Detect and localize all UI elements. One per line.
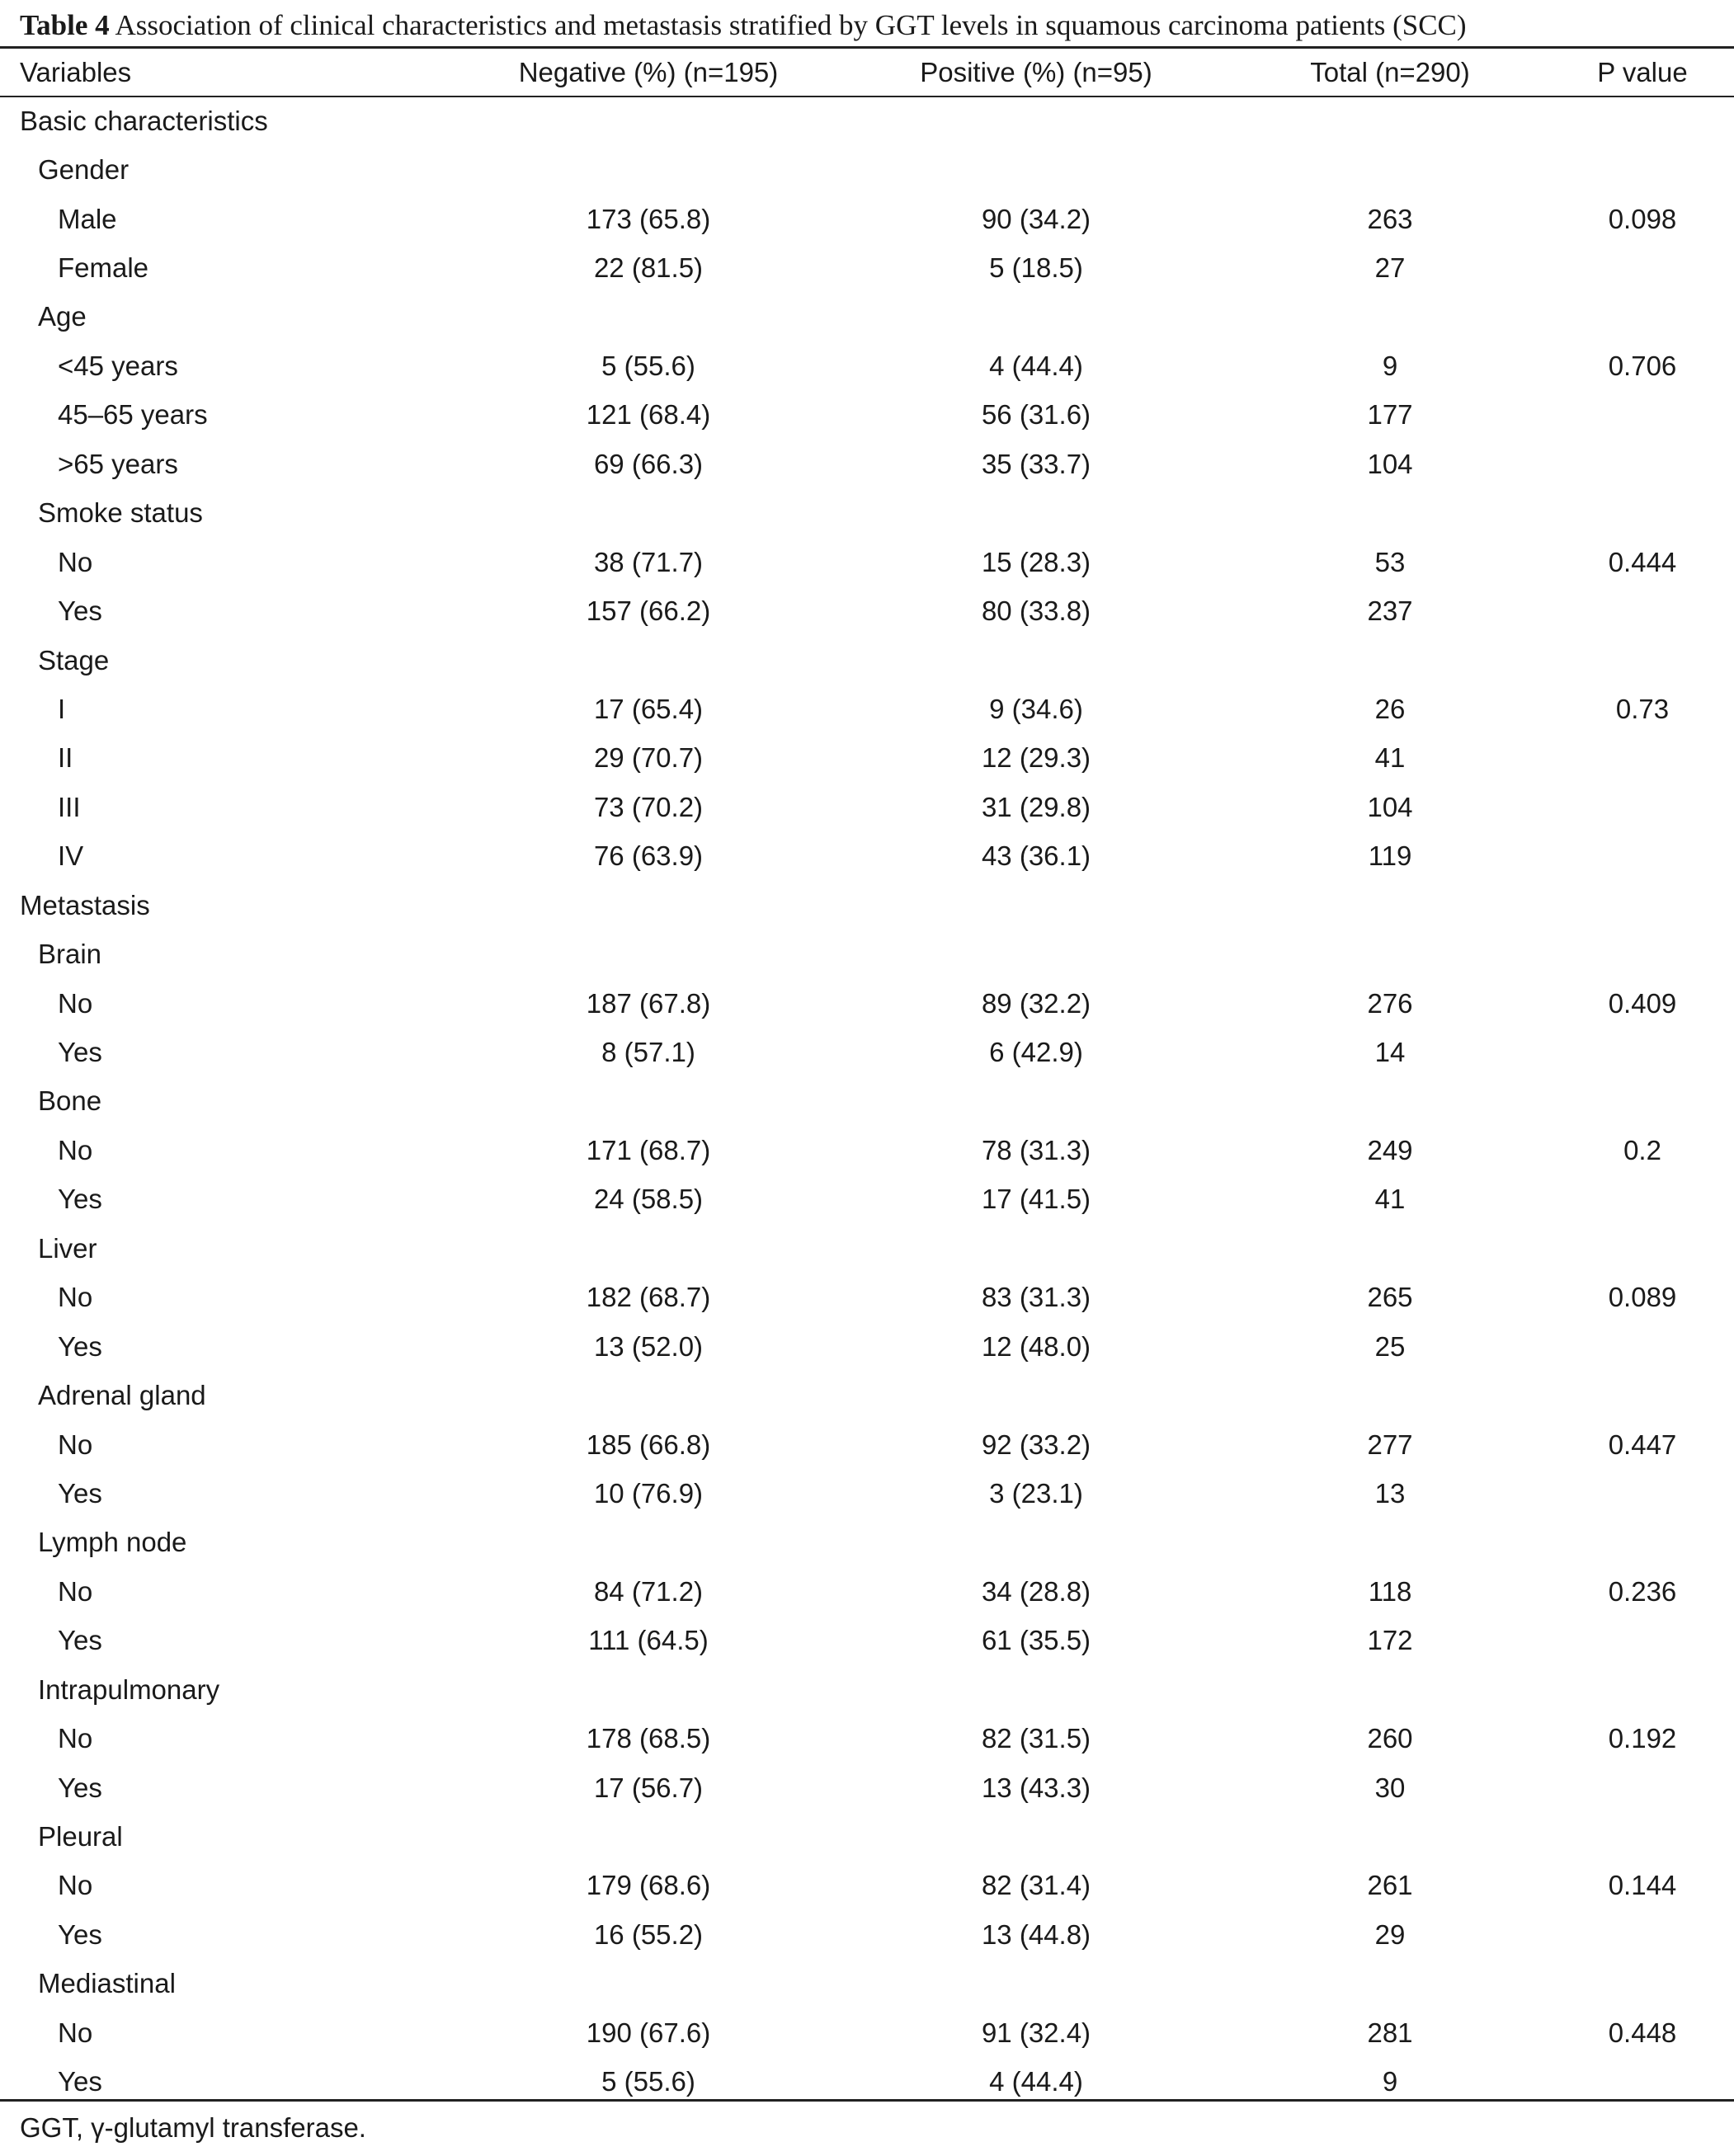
cell-variable: No [58,2017,93,2048]
cell-positive [843,1812,1229,1861]
table-row [0,685,1734,733]
cell-positive [843,1077,1229,1126]
cell-negative: 121 (68.4) [586,399,711,431]
table-row [0,243,1734,292]
cell-positive: 56 (31.6) [981,399,1091,431]
cell-negative: 10 (76.9) [593,1477,704,1509]
cell-variable: Yes [58,1772,102,1803]
cell-positive: 9 (34.6) [989,693,1083,724]
cell-p-value [1551,1518,1734,1567]
cell-total [1229,1518,1551,1567]
cell-p-value: 0.2 [1623,1134,1661,1165]
cell-p-value [1551,1175,1734,1224]
cell-variable: Yes [58,1037,102,1068]
cell-total [1229,1077,1551,1126]
cell-positive [843,145,1229,194]
cell-negative [454,1077,843,1126]
cell-variable: III [58,791,81,822]
cell-positive: 83 (31.3) [981,1282,1091,1313]
cell-total: 265 [1367,1282,1413,1313]
cell-negative: 16 (55.2) [593,1918,704,1950]
cell-p-value [1551,1812,1734,1861]
cell-negative: 69 (66.3) [593,448,704,479]
table-row [0,538,1734,586]
table-row [0,783,1734,831]
cell-total: 260 [1367,1723,1413,1754]
table-row [0,1862,1734,1910]
cell-variable: No [58,1575,93,1607]
cell-p-value: 0.409 [1608,987,1677,1019]
cell-total: 41 [1374,1184,1406,1215]
table-row [0,586,1734,635]
cell-total [1229,636,1551,685]
cell-positive: 13 (44.8) [981,1918,1091,1950]
cell-p-value [1551,243,1734,292]
cell-total: 118 [1368,1575,1412,1607]
table-row [0,1763,1734,1812]
table-group-row [0,1960,1734,2008]
table-row [0,1028,1734,1076]
cell-positive: 82 (31.5) [981,1723,1091,1754]
cell-p-value: 0.089 [1608,1282,1677,1313]
cell-variable: <45 years [58,350,178,381]
cell-positive: 91 (32.4) [981,2017,1091,2048]
header-positive: Positive (%) (n=95) [920,56,1152,87]
cell-negative: 182 (68.7) [586,1282,711,1313]
cell-total: 9 [1382,2066,1398,2097]
cell-variable: Pleural [38,1821,123,1852]
table-group-row [0,97,1734,145]
cell-p-value [1551,636,1734,685]
cell-p-value [1551,1322,1734,1371]
cell-negative: 157 (66.2) [586,595,711,627]
cell-negative [454,293,843,341]
cell-variable: No [58,1429,93,1460]
cell-variable: Mediastinal [38,1968,176,1999]
cell-variable: Gender [38,154,130,186]
cell-p-value [1551,293,1734,341]
cell-p-value [1551,145,1734,194]
cell-total: 177 [1367,399,1413,431]
cell-p-value: 0.706 [1608,350,1677,381]
table-header [0,48,1734,97]
cell-negative: 5 (55.6) [601,2066,695,2097]
cell-positive [843,1224,1229,1273]
cell-positive [843,1960,1229,2008]
cell-total: 263 [1367,203,1413,234]
cell-variable: Female [58,252,149,284]
cell-variable: Yes [58,2066,102,2097]
header-p-value: P value [1597,56,1688,87]
cell-total [1229,930,1551,978]
table-row [0,1910,1734,1959]
cell-negative [454,1518,843,1567]
table-row [0,979,1734,1028]
cell-p-value [1551,1665,1734,1714]
cell-positive: 4 (44.4) [989,2066,1083,2097]
cell-p-value [1551,1910,1734,1959]
cell-negative: 84 (71.2) [593,1575,704,1607]
cell-positive [843,489,1229,538]
table-body [0,97,1734,2107]
cell-total: 281 [1367,2017,1413,2048]
cell-positive [843,1371,1229,1419]
cell-positive: 12 (29.3) [981,742,1091,774]
cell-negative: 13 (52.0) [593,1330,704,1362]
cell-variable: No [58,1134,93,1165]
table-group-row [0,489,1734,538]
cell-total [1229,97,1551,145]
cell-p-value [1551,1077,1734,1126]
header-variables: Variables [20,56,132,87]
cell-negative [454,1665,843,1714]
cell-variable: II [58,742,73,774]
cell-positive: 3 (23.1) [989,1477,1083,1509]
cell-p-value: 0.236 [1608,1575,1677,1607]
cell-total: 276 [1367,987,1413,1019]
table-footnote: GGT, γ-glutamyl transferase. [20,2112,366,2143]
cell-negative: 171 (68.7) [586,1134,711,1165]
cell-positive: 80 (33.8) [981,595,1091,627]
cell-positive: 90 (34.2) [981,203,1091,234]
cell-total: 53 [1374,546,1406,577]
table-group-row [0,636,1734,685]
cell-p-value: 0.448 [1608,2017,1677,2048]
cell-positive: 43 (36.1) [981,840,1091,872]
cell-total: 9 [1382,350,1398,381]
cell-negative [454,881,843,930]
cell-negative: 111 (64.5) [588,1625,709,1656]
cell-negative: 187 (67.8) [586,987,711,1019]
cell-total: 119 [1368,840,1412,872]
table-row [0,391,1734,440]
cell-variable: Stage [38,644,110,676]
cell-negative [454,489,843,538]
cell-negative: 185 (66.8) [586,1429,711,1460]
cell-total [1229,1665,1551,1714]
cell-negative [454,1371,843,1419]
cell-total [1229,881,1551,930]
table-row [0,1322,1734,1371]
cell-variable: No [58,546,93,577]
cell-variable: IV [58,840,84,872]
cell-negative [454,145,843,194]
cell-total: 30 [1374,1772,1406,1803]
cell-p-value [1551,1028,1734,1076]
cell-positive [843,881,1229,930]
cell-positive [843,1518,1229,1567]
cell-variable: Male [58,203,117,234]
cell-p-value: 0.098 [1608,203,1677,234]
cell-total: 41 [1374,742,1406,774]
cell-p-value [1551,734,1734,783]
table-group-row [0,1812,1734,1861]
table-group-row [0,1371,1734,1419]
cell-variable: Yes [58,1918,102,1950]
cell-negative: 24 (58.5) [593,1184,704,1215]
cell-p-value: 0.73 [1615,693,1670,724]
cell-variable: Smoke status [38,497,203,529]
header-row [0,48,1734,97]
cell-negative: 178 (68.5) [586,1723,711,1754]
cell-total: 277 [1367,1429,1413,1460]
cell-total: 13 [1374,1477,1406,1509]
cell-variable: Intrapulmonary [38,1673,220,1705]
table-row [0,1714,1734,1763]
cell-negative [454,1960,843,2008]
cell-positive: 89 (32.2) [981,987,1091,1019]
cell-positive: 13 (43.3) [981,1772,1091,1803]
cell-negative: 190 (67.6) [586,2017,711,2048]
cell-positive: 15 (28.3) [981,546,1091,577]
table-row [0,1469,1734,1518]
cell-positive [843,930,1229,978]
cell-positive: 4 (44.4) [989,350,1083,381]
table-row [0,1175,1734,1224]
cell-p-value [1551,1617,1734,1665]
cell-positive: 5 (18.5) [989,252,1083,284]
cell-negative [454,930,843,978]
cell-p-value [1551,440,1734,488]
cell-total [1229,1371,1551,1419]
cell-negative: 17 (65.4) [593,693,704,724]
cell-total [1229,1812,1551,1861]
cell-negative: 8 (57.1) [601,1037,695,1068]
cell-positive: 78 (31.3) [981,1134,1091,1165]
cell-positive: 61 (35.5) [981,1625,1091,1656]
table-row [0,2008,1734,2057]
cell-p-value [1551,1371,1734,1419]
cell-p-value [1551,881,1734,930]
table-group-row [0,881,1734,930]
table-row [0,1617,1734,1665]
cell-variable: Yes [58,1477,102,1509]
cell-total: 249 [1367,1134,1413,1165]
results-table [0,48,1734,2107]
caption-label: Table 4 [20,9,110,41]
cell-positive: 92 (33.2) [981,1429,1091,1460]
table-row [0,832,1734,881]
cell-negative [454,1224,843,1273]
cell-variable: Liver [38,1232,97,1264]
cell-p-value [1551,586,1734,635]
cell-total [1229,489,1551,538]
table-caption [20,5,1719,46]
cell-p-value [1551,1960,1734,2008]
table-row [0,1567,1734,1616]
table-row [0,440,1734,488]
table-row [0,341,1734,390]
cell-variable: Metastasis [20,889,150,920]
table-row [0,734,1734,783]
cell-total: 172 [1367,1625,1413,1656]
cell-positive [843,636,1229,685]
cell-variable: No [58,1723,93,1754]
cell-negative: 73 (70.2) [593,791,704,822]
cell-variable: Age [38,301,87,332]
cell-total: 104 [1367,791,1413,822]
cell-positive: 6 (42.9) [989,1037,1083,1068]
cell-negative: 17 (56.7) [593,1772,704,1803]
table-row [0,1420,1734,1469]
cell-variable: Brain [38,939,102,970]
cell-total: 261 [1367,1870,1413,1901]
cell-negative: 5 (55.6) [601,350,695,381]
cell-total [1229,1960,1551,2008]
cell-total [1229,293,1551,341]
cell-negative: 22 (81.5) [593,252,704,284]
cell-negative: 29 (70.7) [593,742,704,774]
cell-variable: No [58,987,93,1019]
table-row [0,1126,1734,1175]
cell-p-value [1551,832,1734,881]
cell-positive: 34 (28.8) [981,1575,1091,1607]
cell-negative: 38 (71.7) [593,546,704,577]
cell-positive [843,293,1229,341]
cell-p-value [1551,930,1734,978]
cell-p-value: 0.192 [1608,1723,1677,1754]
cell-total: 14 [1374,1037,1406,1068]
cell-variable: I [58,693,66,724]
cell-total: 25 [1374,1330,1406,1362]
cell-p-value [1551,489,1734,538]
cell-negative: 179 (68.6) [586,1870,711,1901]
table-group-row [0,1518,1734,1567]
cell-p-value: 0.444 [1608,546,1677,577]
table-group-row [0,930,1734,978]
cell-positive: 12 (48.0) [981,1330,1091,1362]
table-row [0,195,1734,243]
caption-text: Association of clinical characteristics and metastasis stratified by GGT levels in squamous carcinoma patients (SCC) [115,9,1467,41]
table-group-row [0,1077,1734,1126]
cell-variable: >65 years [58,448,178,479]
cell-total: 27 [1374,252,1406,284]
cell-positive [843,1665,1229,1714]
cell-negative [454,97,843,145]
cell-total [1229,145,1551,194]
header-total: Total (n=290) [1310,56,1470,87]
table-group-row [0,1665,1734,1714]
cell-total: 26 [1374,693,1406,724]
cell-total [1229,1224,1551,1273]
cell-variable: Lymph node [38,1527,187,1558]
cell-p-value [1551,783,1734,831]
cell-positive: 35 (33.7) [981,448,1091,479]
header-negative: Negative (%) (n=195) [518,56,779,87]
cell-p-value: 0.144 [1608,1870,1677,1901]
cell-variable: Yes [58,1330,102,1362]
cell-p-value [1551,97,1734,145]
cell-variable: Adrenal gland [38,1380,206,1411]
cell-p-value [1551,1469,1734,1518]
cell-positive: 82 (31.4) [981,1870,1091,1901]
cell-variable: Yes [58,1625,102,1656]
cell-variable: No [58,1282,93,1313]
cell-negative [454,636,843,685]
cell-variable: Bone [38,1085,102,1117]
cell-positive [843,97,1229,145]
cell-p-value [1551,1224,1734,1273]
cell-variable: No [58,1870,93,1901]
table-group-row [0,1224,1734,1273]
table-group-row [0,293,1734,341]
cell-variable: Basic characteristics [20,105,268,136]
bottom-rule [0,2099,1734,2102]
cell-total: 237 [1367,595,1413,627]
cell-p-value: 0.447 [1608,1429,1677,1460]
cell-positive: 31 (29.8) [981,791,1091,822]
cell-variable: Yes [58,595,102,627]
cell-total: 104 [1367,448,1413,479]
cell-positive: 17 (41.5) [981,1184,1091,1215]
cell-variable: Yes [58,1184,102,1215]
cell-p-value [1551,1763,1734,1812]
cell-variable: 45–65 years [58,399,208,431]
table-row [0,1273,1734,1322]
cell-total: 29 [1374,1918,1406,1950]
cell-p-value [1551,391,1734,440]
cell-negative: 173 (65.8) [586,203,711,234]
cell-negative: 76 (63.9) [593,840,704,872]
cell-negative [454,1812,843,1861]
table-group-row [0,145,1734,194]
